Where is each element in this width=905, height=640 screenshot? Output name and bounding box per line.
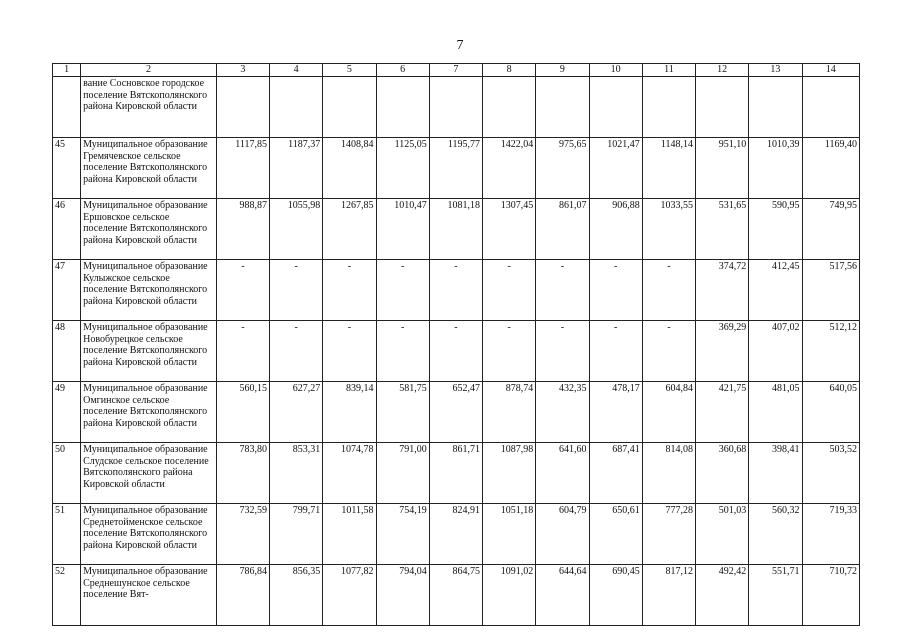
value-cell: 975,65 — [536, 138, 589, 199]
value-cell: 783,80 — [216, 443, 269, 504]
municipality-name: Муниципальное образование Новобурецкое сельское поселение Вятскополянского района Кировской области — [81, 321, 217, 382]
value-cell: 864,75 — [429, 565, 482, 626]
value-cell: - — [536, 321, 589, 382]
tariff-table — [52, 63, 860, 626]
value-cell: 814,08 — [642, 443, 695, 504]
value-cell: 1010,39 — [749, 138, 802, 199]
column-header: 4 — [270, 64, 323, 77]
value-cell: 481,05 — [749, 382, 802, 443]
value-cell: - — [270, 321, 323, 382]
row-number: 51 — [53, 504, 81, 565]
value-cell: 786,84 — [216, 565, 269, 626]
value-cell: 791,00 — [376, 443, 429, 504]
value-cell: 1187,37 — [270, 138, 323, 199]
value-cell: 627,27 — [270, 382, 323, 443]
row-number — [53, 77, 81, 138]
value-cell — [749, 77, 802, 138]
value-cell — [589, 77, 642, 138]
value-cell: 369,29 — [696, 321, 749, 382]
value-cell: 1077,82 — [323, 565, 376, 626]
value-cell: 1010,47 — [376, 199, 429, 260]
value-cell: - — [323, 321, 376, 382]
value-cell: 560,32 — [749, 504, 802, 565]
row-number: 45 — [53, 138, 81, 199]
value-cell: - — [216, 260, 269, 321]
value-cell: - — [376, 260, 429, 321]
value-cell — [429, 77, 482, 138]
value-cell: 1267,85 — [323, 199, 376, 260]
municipality-name: Муниципальное образование Омгинское сельское поселение Вятскополянского района Кировской области — [81, 382, 217, 443]
column-header: 8 — [483, 64, 536, 77]
value-cell: - — [216, 321, 269, 382]
column-header: 12 — [696, 64, 749, 77]
value-cell: 988,87 — [216, 199, 269, 260]
municipality-name: Муниципальное образование Среднешунское сельское поселение Вят- — [81, 565, 217, 626]
value-cell — [802, 77, 859, 138]
value-cell: 754,19 — [376, 504, 429, 565]
value-cell — [536, 77, 589, 138]
column-header: 10 — [589, 64, 642, 77]
value-cell: 1011,58 — [323, 504, 376, 565]
value-cell: 906,88 — [589, 199, 642, 260]
value-cell — [323, 77, 376, 138]
value-cell: 1408,84 — [323, 138, 376, 199]
value-cell: 1074,78 — [323, 443, 376, 504]
value-cell: 374,72 — [696, 260, 749, 321]
value-cell: 604,84 — [642, 382, 695, 443]
value-cell: - — [376, 321, 429, 382]
value-cell: 398,41 — [749, 443, 802, 504]
value-cell: 817,12 — [642, 565, 695, 626]
value-cell: - — [536, 260, 589, 321]
table-row — [53, 565, 860, 626]
value-cell: - — [483, 321, 536, 382]
value-cell: - — [323, 260, 376, 321]
value-cell: - — [270, 260, 323, 321]
value-cell: 650,61 — [589, 504, 642, 565]
value-cell: 951,10 — [696, 138, 749, 199]
value-cell: 492,42 — [696, 565, 749, 626]
table-row — [53, 443, 860, 504]
row-number: 50 — [53, 443, 81, 504]
value-cell: 687,41 — [589, 443, 642, 504]
value-cell: 560,15 — [216, 382, 269, 443]
value-cell: 581,75 — [376, 382, 429, 443]
column-header: 1 — [53, 64, 81, 77]
table-body — [53, 77, 860, 626]
row-number: 46 — [53, 199, 81, 260]
table-row — [53, 321, 860, 382]
value-cell: 1307,45 — [483, 199, 536, 260]
municipality-name: Муниципальное образование Кулыжское сельское поселение Вятскополянского района Кировской области — [81, 260, 217, 321]
value-cell: 710,72 — [802, 565, 859, 626]
value-cell: 1125,05 — [376, 138, 429, 199]
value-cell: 517,56 — [802, 260, 859, 321]
value-cell: 412,45 — [749, 260, 802, 321]
value-cell: 641,60 — [536, 443, 589, 504]
value-cell: 360,68 — [696, 443, 749, 504]
value-cell: 644,64 — [536, 565, 589, 626]
table-row — [53, 382, 860, 443]
municipality-name: вание Сосновское городское поселение Вятскополянского района Кировской области — [81, 77, 217, 138]
column-header: 5 — [323, 64, 376, 77]
header-row — [53, 64, 860, 77]
value-cell: 749,95 — [802, 199, 859, 260]
value-cell: 432,35 — [536, 382, 589, 443]
column-header: 11 — [642, 64, 695, 77]
municipality-name: Муниципальное образование Слудское сельское поселение Вятскополянского района Кировской области — [81, 443, 217, 504]
value-cell: 732,59 — [216, 504, 269, 565]
table-row — [53, 138, 860, 199]
value-cell: - — [483, 260, 536, 321]
municipality-name: Муниципальное образование Среднетойменское сельское поселение Вятскополянского района Кировской области — [81, 504, 217, 565]
column-header: 3 — [216, 64, 269, 77]
value-cell — [376, 77, 429, 138]
value-cell: 478,17 — [589, 382, 642, 443]
value-cell: 1033,55 — [642, 199, 695, 260]
value-cell — [483, 77, 536, 138]
row-number: 49 — [53, 382, 81, 443]
value-cell: 853,31 — [270, 443, 323, 504]
value-cell: 1021,47 — [589, 138, 642, 199]
value-cell: - — [429, 321, 482, 382]
value-cell: 794,04 — [376, 565, 429, 626]
value-cell: 690,45 — [589, 565, 642, 626]
value-cell: 590,95 — [749, 199, 802, 260]
value-cell: 531,65 — [696, 199, 749, 260]
value-cell: 799,71 — [270, 504, 323, 565]
column-header: 9 — [536, 64, 589, 77]
value-cell: 640,05 — [802, 382, 859, 443]
value-cell: 503,52 — [802, 443, 859, 504]
municipality-name: Муниципальное образование Гремячевское сельское поселение Вятскополянского района Кировской области — [81, 138, 217, 199]
value-cell: 1422,04 — [483, 138, 536, 199]
value-cell: - — [642, 321, 695, 382]
column-header: 14 — [802, 64, 859, 77]
value-cell: 421,75 — [696, 382, 749, 443]
value-cell: 1169,40 — [802, 138, 859, 199]
value-cell: 777,28 — [642, 504, 695, 565]
value-cell: - — [589, 260, 642, 321]
value-cell: 824,91 — [429, 504, 482, 565]
row-number: 48 — [53, 321, 81, 382]
value-cell: 856,35 — [270, 565, 323, 626]
column-header: 2 — [81, 64, 217, 77]
value-cell: 407,02 — [749, 321, 802, 382]
value-cell: 1087,98 — [483, 443, 536, 504]
table-row — [53, 199, 860, 260]
value-cell: 1051,18 — [483, 504, 536, 565]
value-cell: 1055,98 — [270, 199, 323, 260]
value-cell: 861,07 — [536, 199, 589, 260]
table-row — [53, 504, 860, 565]
column-header: 7 — [429, 64, 482, 77]
value-cell: 839,14 — [323, 382, 376, 443]
value-cell: 1148,14 — [642, 138, 695, 199]
value-cell — [216, 77, 269, 138]
value-cell — [270, 77, 323, 138]
value-cell: 501,03 — [696, 504, 749, 565]
value-cell: 1117,85 — [216, 138, 269, 199]
value-cell: 861,71 — [429, 443, 482, 504]
value-cell: 1195,77 — [429, 138, 482, 199]
table-row — [53, 260, 860, 321]
value-cell — [696, 77, 749, 138]
value-cell: 1081,18 — [429, 199, 482, 260]
value-cell — [642, 77, 695, 138]
page-number: 7 — [456, 38, 464, 53]
value-cell: 719,33 — [802, 504, 859, 565]
value-cell: 878,74 — [483, 382, 536, 443]
table-row — [53, 77, 860, 138]
column-header: 6 — [376, 64, 429, 77]
value-cell: 551,71 — [749, 565, 802, 626]
municipality-name: Муниципальное образование Ершовское сельское поселение Вятскополянского района Кировской области — [81, 199, 217, 260]
value-cell: 604,79 — [536, 504, 589, 565]
value-cell: - — [589, 321, 642, 382]
value-cell: - — [429, 260, 482, 321]
value-cell: 652,47 — [429, 382, 482, 443]
value-cell: 512,12 — [802, 321, 859, 382]
row-number: 47 — [53, 260, 81, 321]
row-number: 52 — [53, 565, 81, 626]
column-header: 13 — [749, 64, 802, 77]
value-cell: - — [642, 260, 695, 321]
value-cell: 1091,02 — [483, 565, 536, 626]
